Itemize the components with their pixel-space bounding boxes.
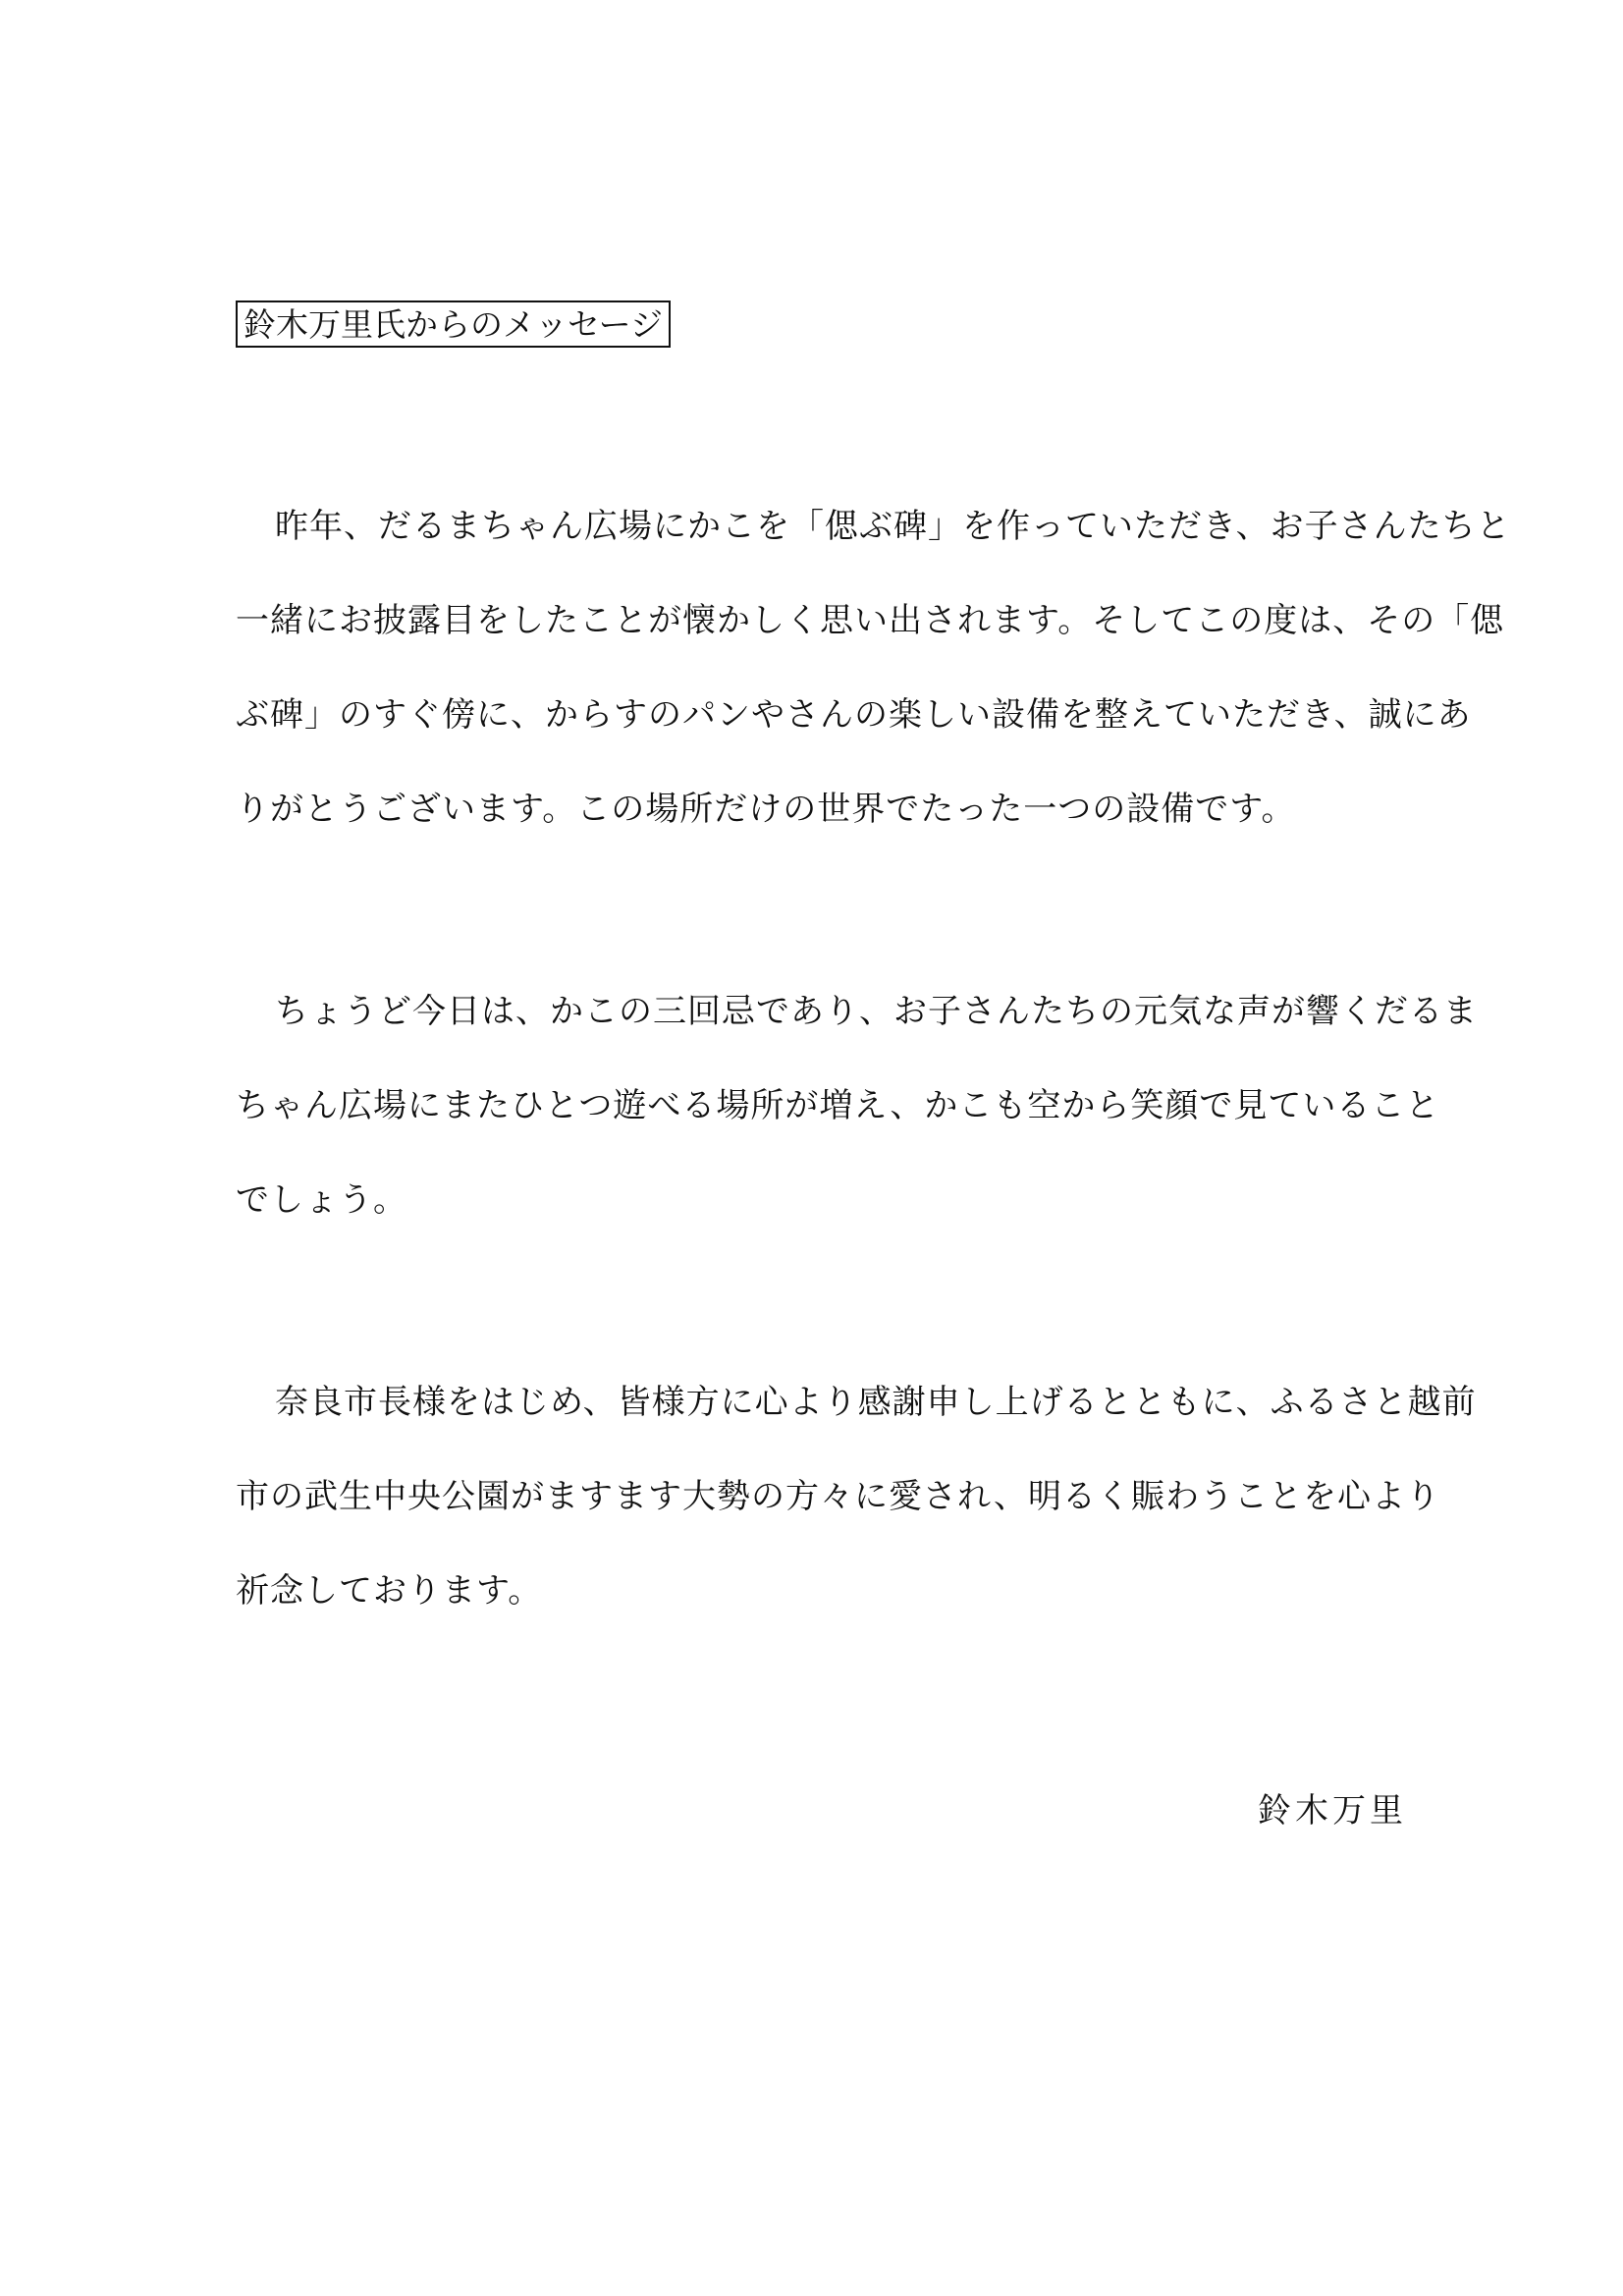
paragraph-1-line-3: ぶ碑」のすぐ傍に、からすのパンやさんの楽しい設備を整えていただき、誠にあ <box>236 695 1472 735</box>
paragraph-1-line-4: りがとうございます。この場所だけの世界でたった一つの設備です。 <box>236 790 1296 829</box>
paragraph-2-line-1: ちょうど今日は、かこの三回忌であり、お子さんたちの元気な声が響くだるま <box>275 992 1478 1031</box>
paragraph-1-line-2: 一緒にお披露目をしたことが懐かしく思い出されます。そしてこの度は、その「偲 <box>236 601 1505 640</box>
paragraph-1-line-1: 昨年、だるまちゃん広場にかこを「偲ぶ碑」を作っていただき、お子さんたちと <box>275 507 1511 546</box>
paragraph-3-line-3: 祈念しております。 <box>236 1571 543 1611</box>
paragraph-3-line-2: 市の武生中央公園がますます大勢の方々に愛され、明るく賑わうことを心より <box>236 1477 1441 1516</box>
paragraph-2-line-3: でしょう。 <box>236 1180 407 1220</box>
message-title: 鈴木万里氏からのメッセージ <box>236 301 671 348</box>
signature: 鈴木万里 <box>1258 1791 1407 1831</box>
paragraph-3-line-1: 奈良市長様をはじめ、皆様方に心より感謝申し上げるとともに、ふるさと越前 <box>275 1383 1477 1422</box>
paragraph-2-line-2: ちゃん広場にまたひとつ遊べる場所が増え、かこも空から笑顔で見ていること <box>236 1086 1440 1125</box>
